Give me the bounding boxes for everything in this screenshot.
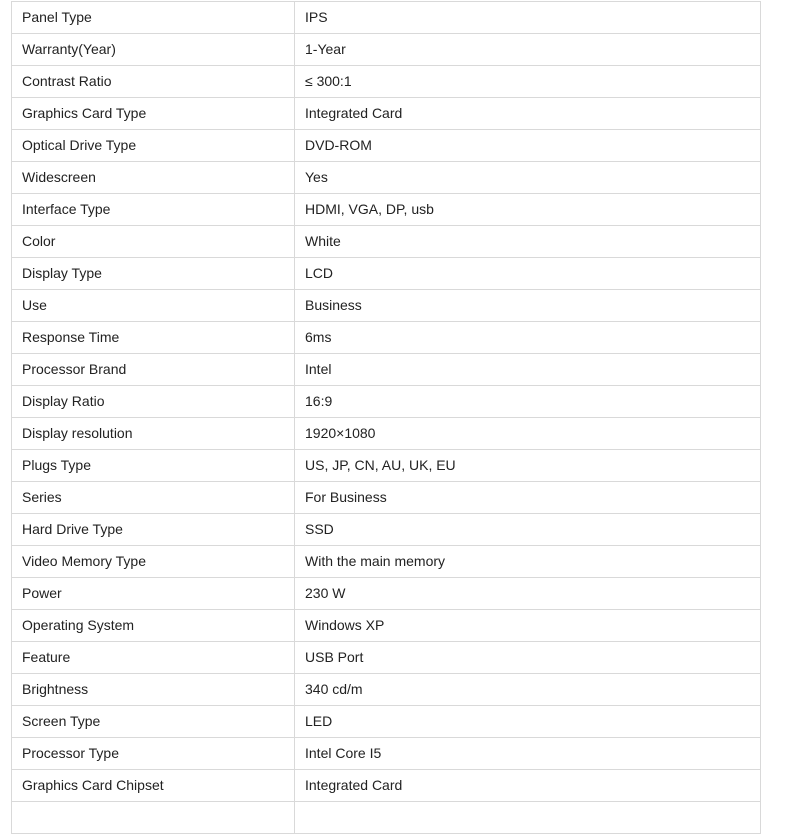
spec-label: Hard Drive Type bbox=[12, 514, 295, 546]
spec-value: 6ms bbox=[295, 322, 761, 354]
spec-label: Processor Brand bbox=[12, 354, 295, 386]
spec-row bbox=[12, 514, 761, 546]
spec-label: Widescreen bbox=[12, 162, 295, 194]
spec-value: Intel bbox=[295, 354, 761, 386]
spec-label: Display Ratio bbox=[12, 386, 295, 418]
spec-value: Windows XP bbox=[295, 610, 761, 642]
spec-value: For Business bbox=[295, 482, 761, 514]
spec-value: 16:9 bbox=[295, 386, 761, 418]
spec-row bbox=[12, 578, 761, 610]
spec-row bbox=[12, 226, 761, 258]
spec-value: LCD bbox=[295, 258, 761, 290]
spec-label bbox=[12, 802, 295, 834]
spec-value: Yes bbox=[295, 162, 761, 194]
spec-label: Contrast Ratio bbox=[12, 66, 295, 98]
spec-value: With the main memory bbox=[295, 546, 761, 578]
spec-value: DVD-ROM bbox=[295, 130, 761, 162]
spec-label: Warranty(Year) bbox=[12, 34, 295, 66]
spec-row bbox=[12, 802, 761, 834]
spec-value: Intel Core I5 bbox=[295, 738, 761, 770]
spec-value: 340 cd/m bbox=[295, 674, 761, 706]
spec-value: LED bbox=[295, 706, 761, 738]
spec-value: 230 W bbox=[295, 578, 761, 610]
spec-row bbox=[12, 386, 761, 418]
spec-row bbox=[12, 674, 761, 706]
spec-label: Graphics Card Type bbox=[12, 98, 295, 130]
spec-label: Screen Type bbox=[12, 706, 295, 738]
spec-label: Plugs Type bbox=[12, 450, 295, 482]
spec-row bbox=[12, 706, 761, 738]
spec-row bbox=[12, 450, 761, 482]
spec-label: Video Memory Type bbox=[12, 546, 295, 578]
specifications-table-body bbox=[12, 2, 761, 834]
spec-value: Business bbox=[295, 290, 761, 322]
spec-value: US, JP, CN, AU, UK, EU bbox=[295, 450, 761, 482]
spec-row bbox=[12, 354, 761, 386]
spec-row bbox=[12, 546, 761, 578]
spec-row bbox=[12, 290, 761, 322]
spec-row bbox=[12, 770, 761, 802]
spec-row bbox=[12, 482, 761, 514]
spec-label: Brightness bbox=[12, 674, 295, 706]
spec-label: Power bbox=[12, 578, 295, 610]
spec-label: Color bbox=[12, 226, 295, 258]
spec-row bbox=[12, 66, 761, 98]
spec-label: Feature bbox=[12, 642, 295, 674]
spec-label: Interface Type bbox=[12, 194, 295, 226]
spec-value: 1-Year bbox=[295, 34, 761, 66]
spec-label: Use bbox=[12, 290, 295, 322]
spec-value bbox=[295, 802, 761, 834]
spec-row bbox=[12, 322, 761, 354]
spec-value: ≤ 300:1 bbox=[295, 66, 761, 98]
spec-row bbox=[12, 130, 761, 162]
spec-value: USB Port bbox=[295, 642, 761, 674]
spec-value: Integrated Card bbox=[295, 770, 761, 802]
spec-label: Display Type bbox=[12, 258, 295, 290]
spec-label: Graphics Card Chipset bbox=[12, 770, 295, 802]
spec-row bbox=[12, 98, 761, 130]
specifications-table bbox=[11, 1, 761, 834]
spec-row bbox=[12, 642, 761, 674]
spec-row bbox=[12, 418, 761, 450]
spec-label: Operating System bbox=[12, 610, 295, 642]
spec-label: Panel Type bbox=[12, 2, 295, 34]
spec-label: Processor Type bbox=[12, 738, 295, 770]
spec-value: 1920×1080 bbox=[295, 418, 761, 450]
spec-label: Display resolution bbox=[12, 418, 295, 450]
spec-row bbox=[12, 194, 761, 226]
spec-value: SSD bbox=[295, 514, 761, 546]
spec-value: IPS bbox=[295, 2, 761, 34]
spec-value: White bbox=[295, 226, 761, 258]
spec-row bbox=[12, 162, 761, 194]
spec-row bbox=[12, 610, 761, 642]
spec-value: Integrated Card bbox=[295, 98, 761, 130]
spec-value: HDMI, VGA, DP, usb bbox=[295, 194, 761, 226]
spec-row bbox=[12, 34, 761, 66]
spec-row bbox=[12, 2, 761, 34]
spec-label: Series bbox=[12, 482, 295, 514]
spec-label: Response Time bbox=[12, 322, 295, 354]
spec-row bbox=[12, 738, 761, 770]
spec-label: Optical Drive Type bbox=[12, 130, 295, 162]
spec-row bbox=[12, 258, 761, 290]
